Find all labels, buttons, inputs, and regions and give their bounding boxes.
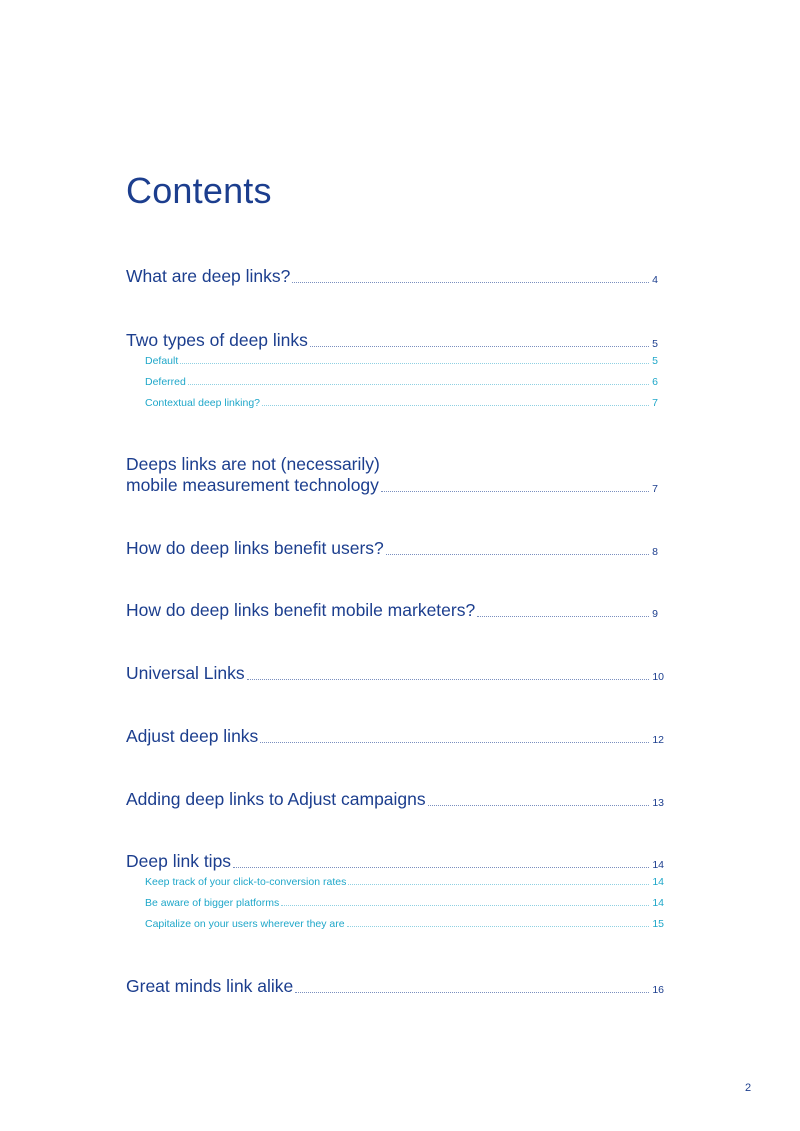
- toc-entry-page: 8: [652, 545, 658, 558]
- dot-leader: [292, 282, 649, 283]
- toc-entry-label: How do deep links benefit mobile marketers?: [126, 600, 476, 620]
- toc-subentry-bigger-platforms[interactable]: [145, 897, 664, 909]
- toc-entry-page: 5: [652, 337, 658, 350]
- toc-entry-label: Capitalize on your users wherever they are: [145, 918, 345, 930]
- toc-entry-adjust-deep-links[interactable]: [126, 726, 664, 747]
- toc-entry-deep-link-tips[interactable]: [126, 851, 664, 872]
- toc-entry-label: Be aware of bigger platforms: [145, 897, 280, 909]
- toc-entry-label: How do deep links benefit users?: [126, 538, 384, 558]
- toc-entry-label-line1: Deeps links are not (necessarily): [126, 454, 380, 474]
- dot-leader: [310, 346, 649, 347]
- toc-entry-page: 14: [652, 896, 664, 909]
- toc-entry-page: 4: [652, 273, 658, 286]
- toc-entry-great-minds[interactable]: [126, 976, 664, 997]
- toc-subentry-click-to-conversion[interactable]: [145, 876, 664, 888]
- toc-entry-label: Great minds link alike: [126, 976, 294, 996]
- dot-leader: [477, 616, 649, 617]
- toc-entry-page: 7: [652, 482, 658, 495]
- toc-subentry-default[interactable]: [145, 355, 658, 367]
- toc-entry-page: 6: [652, 375, 658, 388]
- toc-entry-label: Keep track of your click-to-conversion rates: [145, 876, 347, 888]
- page-number: 2: [745, 1082, 752, 1094]
- toc-entry-label: Adjust deep links: [126, 726, 259, 746]
- toc-entry-page: 14: [652, 858, 664, 871]
- dot-leader: [188, 384, 649, 385]
- dot-leader: [347, 926, 650, 927]
- dot-leader: [348, 884, 649, 885]
- toc-entry-page: 7: [652, 396, 658, 409]
- toc-entry-label-line2: mobile measurement technology: [126, 475, 379, 495]
- toc-subentry-contextual[interactable]: [145, 397, 658, 409]
- dot-leader: [381, 491, 649, 492]
- toc-entry-label: What are deep links?: [126, 266, 291, 286]
- toc-entry-label: Deep link tips: [126, 851, 232, 871]
- toc-entry-label: Two types of deep links: [126, 330, 308, 350]
- toc-entry-benefit-users[interactable]: [126, 538, 658, 559]
- toc-entry-page: 12: [652, 733, 664, 746]
- toc-entry-page: 15: [652, 917, 664, 930]
- toc-entry-page: 9: [652, 607, 658, 620]
- dot-leader: [180, 363, 649, 364]
- dot-leader: [295, 992, 649, 993]
- toc-entry-universal-links[interactable]: [126, 663, 664, 684]
- toc-entry-label: Deferred: [145, 376, 186, 388]
- dot-leader: [428, 805, 650, 806]
- toc-entry-not-measurement[interactable]: [126, 454, 658, 496]
- toc-entry-page: 14: [652, 875, 664, 888]
- toc-entry-label: Default: [145, 355, 179, 367]
- toc-subentry-capitalize[interactable]: [145, 918, 664, 930]
- dot-leader: [247, 679, 650, 680]
- dot-leader: [262, 405, 649, 406]
- dot-leader: [386, 554, 649, 555]
- toc-entry-benefit-marketers[interactable]: [126, 600, 658, 621]
- toc-entry-two-types[interactable]: [126, 330, 658, 351]
- toc-subentry-deferred[interactable]: [145, 376, 658, 388]
- toc-entry-page: 10: [652, 670, 664, 683]
- dot-leader: [281, 905, 649, 906]
- page-title: Contents: [126, 170, 272, 211]
- toc-entry-page: 5: [652, 354, 658, 367]
- toc-entry-label: Contextual deep linking?: [145, 397, 260, 409]
- toc-entry-label: Adding deep links to Adjust campaigns: [126, 789, 426, 809]
- toc-entry-page: 13: [652, 796, 664, 809]
- dot-leader: [233, 867, 649, 868]
- toc-entry-label: Universal Links: [126, 663, 245, 683]
- toc-entry-page: 16: [652, 983, 664, 996]
- dot-leader: [260, 742, 649, 743]
- toc-entry-what-are-deep-links[interactable]: [126, 266, 658, 287]
- toc-entry-adding-deep-links[interactable]: [126, 789, 664, 810]
